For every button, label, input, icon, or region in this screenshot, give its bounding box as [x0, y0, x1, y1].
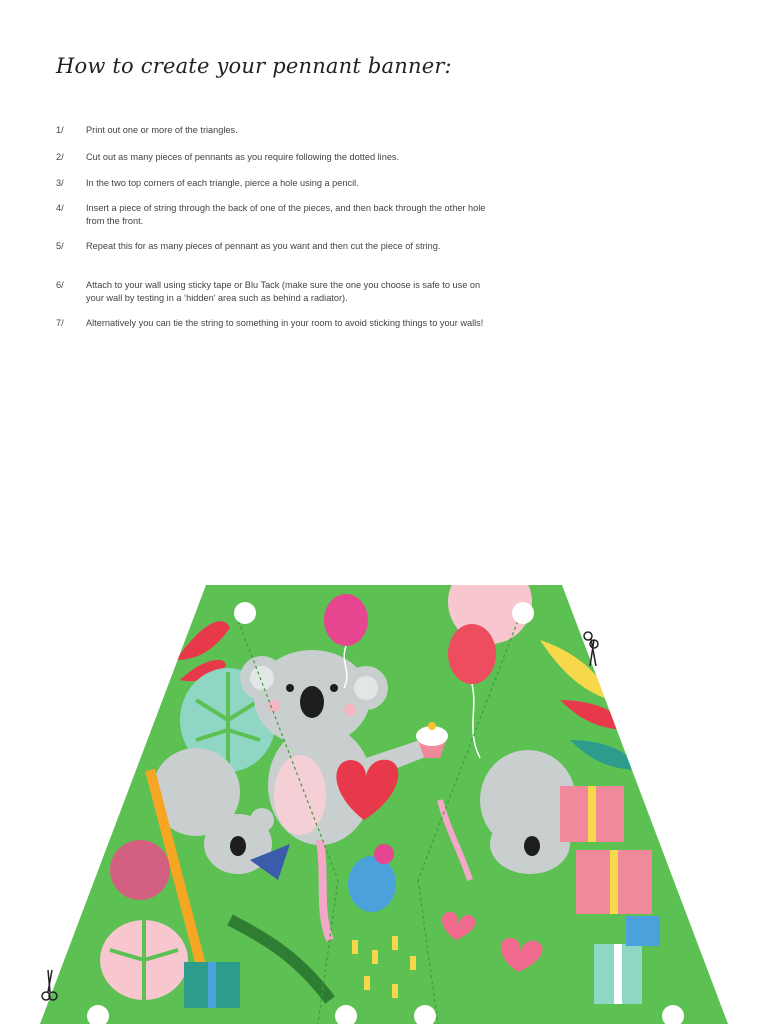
balloon-icon [448, 624, 496, 684]
punch-hole [234, 602, 256, 624]
step-text: Repeat this for as many pieces of pennant as you want and then cut the piece of string. [86, 241, 441, 251]
instruction-step [56, 202, 486, 228]
instruction-step [56, 177, 486, 190]
instruction-step [56, 240, 486, 253]
balloon-icon [348, 856, 396, 912]
step-number: 1/ [56, 125, 64, 135]
step-number: 6/ [56, 280, 64, 290]
step-number: 2/ [56, 152, 64, 162]
step-text: Alternatively you can tie the string to something in your room to avoid sticking things to your walls! [86, 318, 484, 328]
instruction-step [56, 151, 486, 164]
step-text: Print out one or more of the triangles. [86, 125, 238, 135]
step-number: 3/ [56, 178, 64, 188]
step-text: In the two top corners of each triangle, pierce a hole using a pencil. [86, 178, 359, 188]
balloon-icon [324, 594, 368, 646]
page-title: How to create your pennant banner: [56, 54, 452, 78]
step-number: 7/ [56, 318, 64, 328]
step-text: Insert a piece of string through the back of one of the pieces, and then back through the other hole from the front. [86, 203, 486, 226]
instruction-step [56, 124, 486, 137]
gift-icon [626, 916, 660, 946]
punch-hole [512, 602, 534, 624]
step-number: 5/ [56, 241, 64, 251]
pennant-banner-illustration [0, 580, 768, 1024]
step-text: Attach to your wall using sticky tape or Blu Tack (make sure the one you choose is safe to use on your wall by testing in a ‘hidden’ area such as behind a radiator). [86, 280, 481, 303]
instruction-step [56, 279, 486, 305]
step-number: 4/ [56, 203, 64, 213]
instruction-step [56, 317, 486, 330]
step-text: Cut out as many pieces of pennants as you require following the dotted lines. [86, 152, 400, 162]
